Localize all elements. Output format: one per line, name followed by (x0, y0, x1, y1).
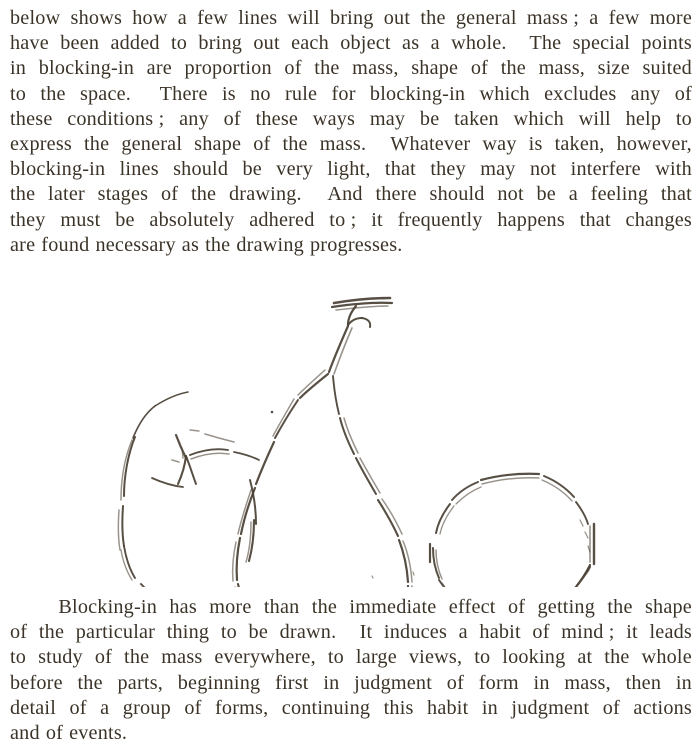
blocking-in-illustration (0, 262, 700, 587)
word: getting (537, 596, 595, 618)
word: that (384, 158, 416, 181)
word: special (572, 32, 631, 55)
word: lines (238, 7, 278, 29)
word: of (602, 696, 620, 719)
word: more (649, 7, 692, 29)
word: proportion (184, 57, 272, 80)
word: later (48, 183, 85, 206)
word: first (275, 671, 309, 694)
word: not (529, 158, 557, 181)
word: adhered (249, 208, 315, 231)
text-line (10, 671, 692, 696)
word: way (482, 132, 517, 155)
word: interfere (570, 158, 641, 181)
text-line (10, 182, 692, 207)
word: a (430, 32, 440, 55)
word: each (291, 32, 329, 55)
word: the (10, 183, 36, 206)
word: be (242, 158, 262, 181)
word: suited (642, 57, 692, 80)
word: this (383, 696, 414, 719)
word: express (10, 132, 72, 155)
word: induces (383, 621, 448, 644)
word: the (314, 57, 340, 80)
word: to (474, 646, 491, 669)
word: There (159, 82, 208, 105)
word: whole (641, 646, 692, 669)
word: as (181, 233, 200, 256)
word: large (355, 646, 397, 669)
word: immediate (349, 596, 437, 618)
word: blocking-in (38, 57, 135, 80)
word: found (41, 233, 90, 256)
word: these (255, 107, 299, 130)
word: the (604, 646, 630, 669)
word: in (323, 671, 340, 694)
word: should (429, 183, 485, 206)
word: views, (408, 646, 463, 669)
word: to (171, 32, 188, 55)
word: shape (194, 132, 242, 155)
word: help (625, 107, 662, 130)
word: which (479, 82, 530, 105)
text-line (10, 595, 692, 620)
word: judgment (511, 696, 590, 719)
word: the (500, 57, 526, 80)
word: space. (79, 82, 132, 105)
word: may (369, 107, 406, 130)
word: the (205, 233, 231, 256)
text-line (10, 721, 692, 746)
word: the (607, 596, 633, 618)
word: are (10, 233, 36, 256)
word: mass, (352, 57, 399, 80)
word: to (10, 82, 27, 105)
word: blocking-in (10, 158, 106, 181)
word: study (38, 646, 83, 669)
word: the (282, 132, 308, 155)
word: to (10, 646, 27, 669)
word: general (121, 132, 183, 155)
bottom-paragraph (10, 595, 692, 746)
stray-mark (372, 576, 373, 578)
word: these (10, 107, 53, 130)
word: a (589, 7, 599, 29)
word: will (578, 107, 611, 130)
word: of (184, 696, 202, 719)
word: blocking-in (369, 82, 466, 105)
word: judgment (354, 671, 433, 694)
word: not (497, 183, 524, 206)
word: taken, (554, 132, 605, 155)
word: the (40, 82, 66, 105)
word: of (532, 621, 550, 644)
word: and (10, 721, 40, 744)
word: frequently (397, 208, 483, 231)
word: has (169, 596, 197, 618)
word: to (220, 621, 237, 644)
word: a (100, 696, 110, 719)
word: habit (427, 696, 469, 719)
word: whole. (451, 32, 507, 55)
word: drawing. (228, 183, 302, 206)
word: to (675, 107, 692, 130)
word: light, (327, 158, 371, 181)
word: of (446, 671, 465, 694)
word: any (630, 82, 661, 105)
word: feeling (590, 183, 649, 206)
word: Blocking-in (58, 596, 158, 618)
word: drawn. (279, 621, 337, 644)
word: rule (285, 82, 318, 105)
word: must (60, 208, 101, 231)
word: mind ; (561, 621, 615, 644)
word: of (69, 696, 87, 719)
word: be (248, 621, 269, 644)
word: for (331, 82, 356, 105)
word: progresses. (310, 233, 403, 256)
word: the (190, 183, 217, 206)
word: to ; (329, 208, 357, 231)
word: that (660, 183, 692, 206)
word: added (110, 32, 160, 55)
word: no (250, 82, 271, 105)
word: shows (70, 7, 123, 29)
word: bring (329, 7, 374, 29)
word: group (122, 696, 171, 719)
word: The (529, 32, 562, 55)
word: changes (625, 208, 692, 231)
stray-mark (413, 572, 414, 575)
word: few (608, 7, 640, 29)
text-line (10, 157, 692, 182)
text-line (10, 82, 692, 107)
word: be (536, 183, 556, 206)
word: they (10, 208, 46, 231)
word: of (674, 82, 692, 105)
word: will (287, 7, 320, 29)
word: in (675, 671, 692, 694)
word: mass ; (526, 7, 580, 29)
word: excludes (544, 82, 617, 105)
word: effect (448, 596, 496, 618)
word: of (223, 107, 241, 130)
word: It (359, 621, 373, 644)
text-line (10, 107, 692, 132)
word: of (160, 183, 179, 206)
word: the (84, 132, 110, 155)
word: few (197, 7, 229, 29)
word: a (568, 183, 578, 206)
word: happens (497, 208, 565, 231)
text-line (10, 696, 692, 721)
word: absolutely (149, 208, 235, 231)
paragraph-indent (10, 595, 46, 620)
word: the (311, 596, 338, 618)
word: necessary (95, 233, 176, 256)
word: shape (411, 57, 459, 80)
text-line (10, 620, 692, 645)
word: below (10, 7, 61, 29)
word: it (626, 621, 638, 644)
word: leads (649, 621, 692, 644)
word: very (276, 158, 313, 181)
word: of (45, 721, 64, 744)
word: of (470, 57, 489, 80)
word: detail (10, 696, 57, 719)
word: as (402, 32, 420, 55)
pear-sketch (190, 298, 412, 587)
word: any (179, 107, 209, 130)
word: shape (644, 596, 692, 618)
word: everywhere, (214, 646, 316, 669)
word: bring (198, 32, 243, 55)
word: of (507, 596, 526, 618)
word: size (597, 57, 630, 80)
word: it (371, 208, 383, 231)
word: of (10, 621, 28, 644)
word: be (419, 107, 440, 130)
word: there (375, 183, 417, 206)
word: which (513, 107, 564, 130)
word: thing (166, 621, 210, 644)
word: than (263, 596, 300, 618)
word: how (132, 7, 168, 29)
word: the (124, 646, 150, 669)
word: And (327, 183, 363, 206)
word: then (625, 671, 662, 694)
word: parts, (117, 671, 164, 694)
word: in (10, 57, 27, 80)
text-line (10, 56, 692, 81)
word: mass (161, 646, 203, 669)
word: mass. (319, 132, 367, 155)
word: habit (479, 621, 521, 644)
word: ways (312, 107, 356, 130)
word: are (146, 57, 172, 80)
text-line (10, 233, 692, 258)
word: points (641, 32, 692, 55)
word: of (284, 57, 302, 80)
text-line (10, 31, 692, 56)
word: a (177, 7, 187, 29)
word: a (458, 621, 468, 644)
word: is (528, 132, 543, 155)
word: the (38, 621, 65, 644)
word: general (455, 7, 517, 29)
word: been (60, 32, 100, 55)
word: the (77, 671, 103, 694)
word: to (327, 646, 344, 669)
word: that (579, 208, 611, 231)
word: however, (616, 132, 692, 155)
word: Whatever (390, 132, 471, 155)
word: in (533, 671, 550, 694)
word: with (655, 158, 692, 181)
word: in (481, 696, 498, 719)
word: have (10, 32, 49, 55)
word: of (253, 132, 271, 155)
word: mass, (564, 671, 611, 694)
text-line (10, 645, 692, 670)
word: forms, (215, 696, 269, 719)
word: of (94, 646, 113, 669)
text-line (10, 132, 692, 157)
word: before (10, 671, 63, 694)
word: at (577, 646, 593, 669)
word: is (221, 82, 236, 105)
lemon-sketch (430, 474, 594, 587)
word: stages (97, 183, 149, 206)
text-line (10, 208, 692, 233)
word: looking (502, 646, 566, 669)
word: conditions ; (67, 107, 165, 130)
word: lines (119, 158, 159, 181)
word: may (480, 158, 516, 181)
word: drawing (236, 233, 304, 256)
word: form (478, 671, 519, 694)
word: be (115, 208, 135, 231)
text-line (10, 6, 692, 31)
word: actions (633, 696, 692, 719)
word: should (173, 158, 229, 181)
word: the (420, 7, 446, 29)
word: taken (454, 107, 499, 130)
word: continuing (281, 696, 371, 719)
word: they (430, 158, 466, 181)
word: mass, (538, 57, 586, 80)
word: particular (75, 621, 156, 644)
word: more (209, 596, 252, 618)
top-paragraph (10, 6, 692, 258)
word: beginning (177, 671, 261, 694)
word: out (383, 7, 411, 29)
word: out (253, 32, 280, 55)
word: events. (69, 721, 128, 744)
word: object (340, 32, 391, 55)
